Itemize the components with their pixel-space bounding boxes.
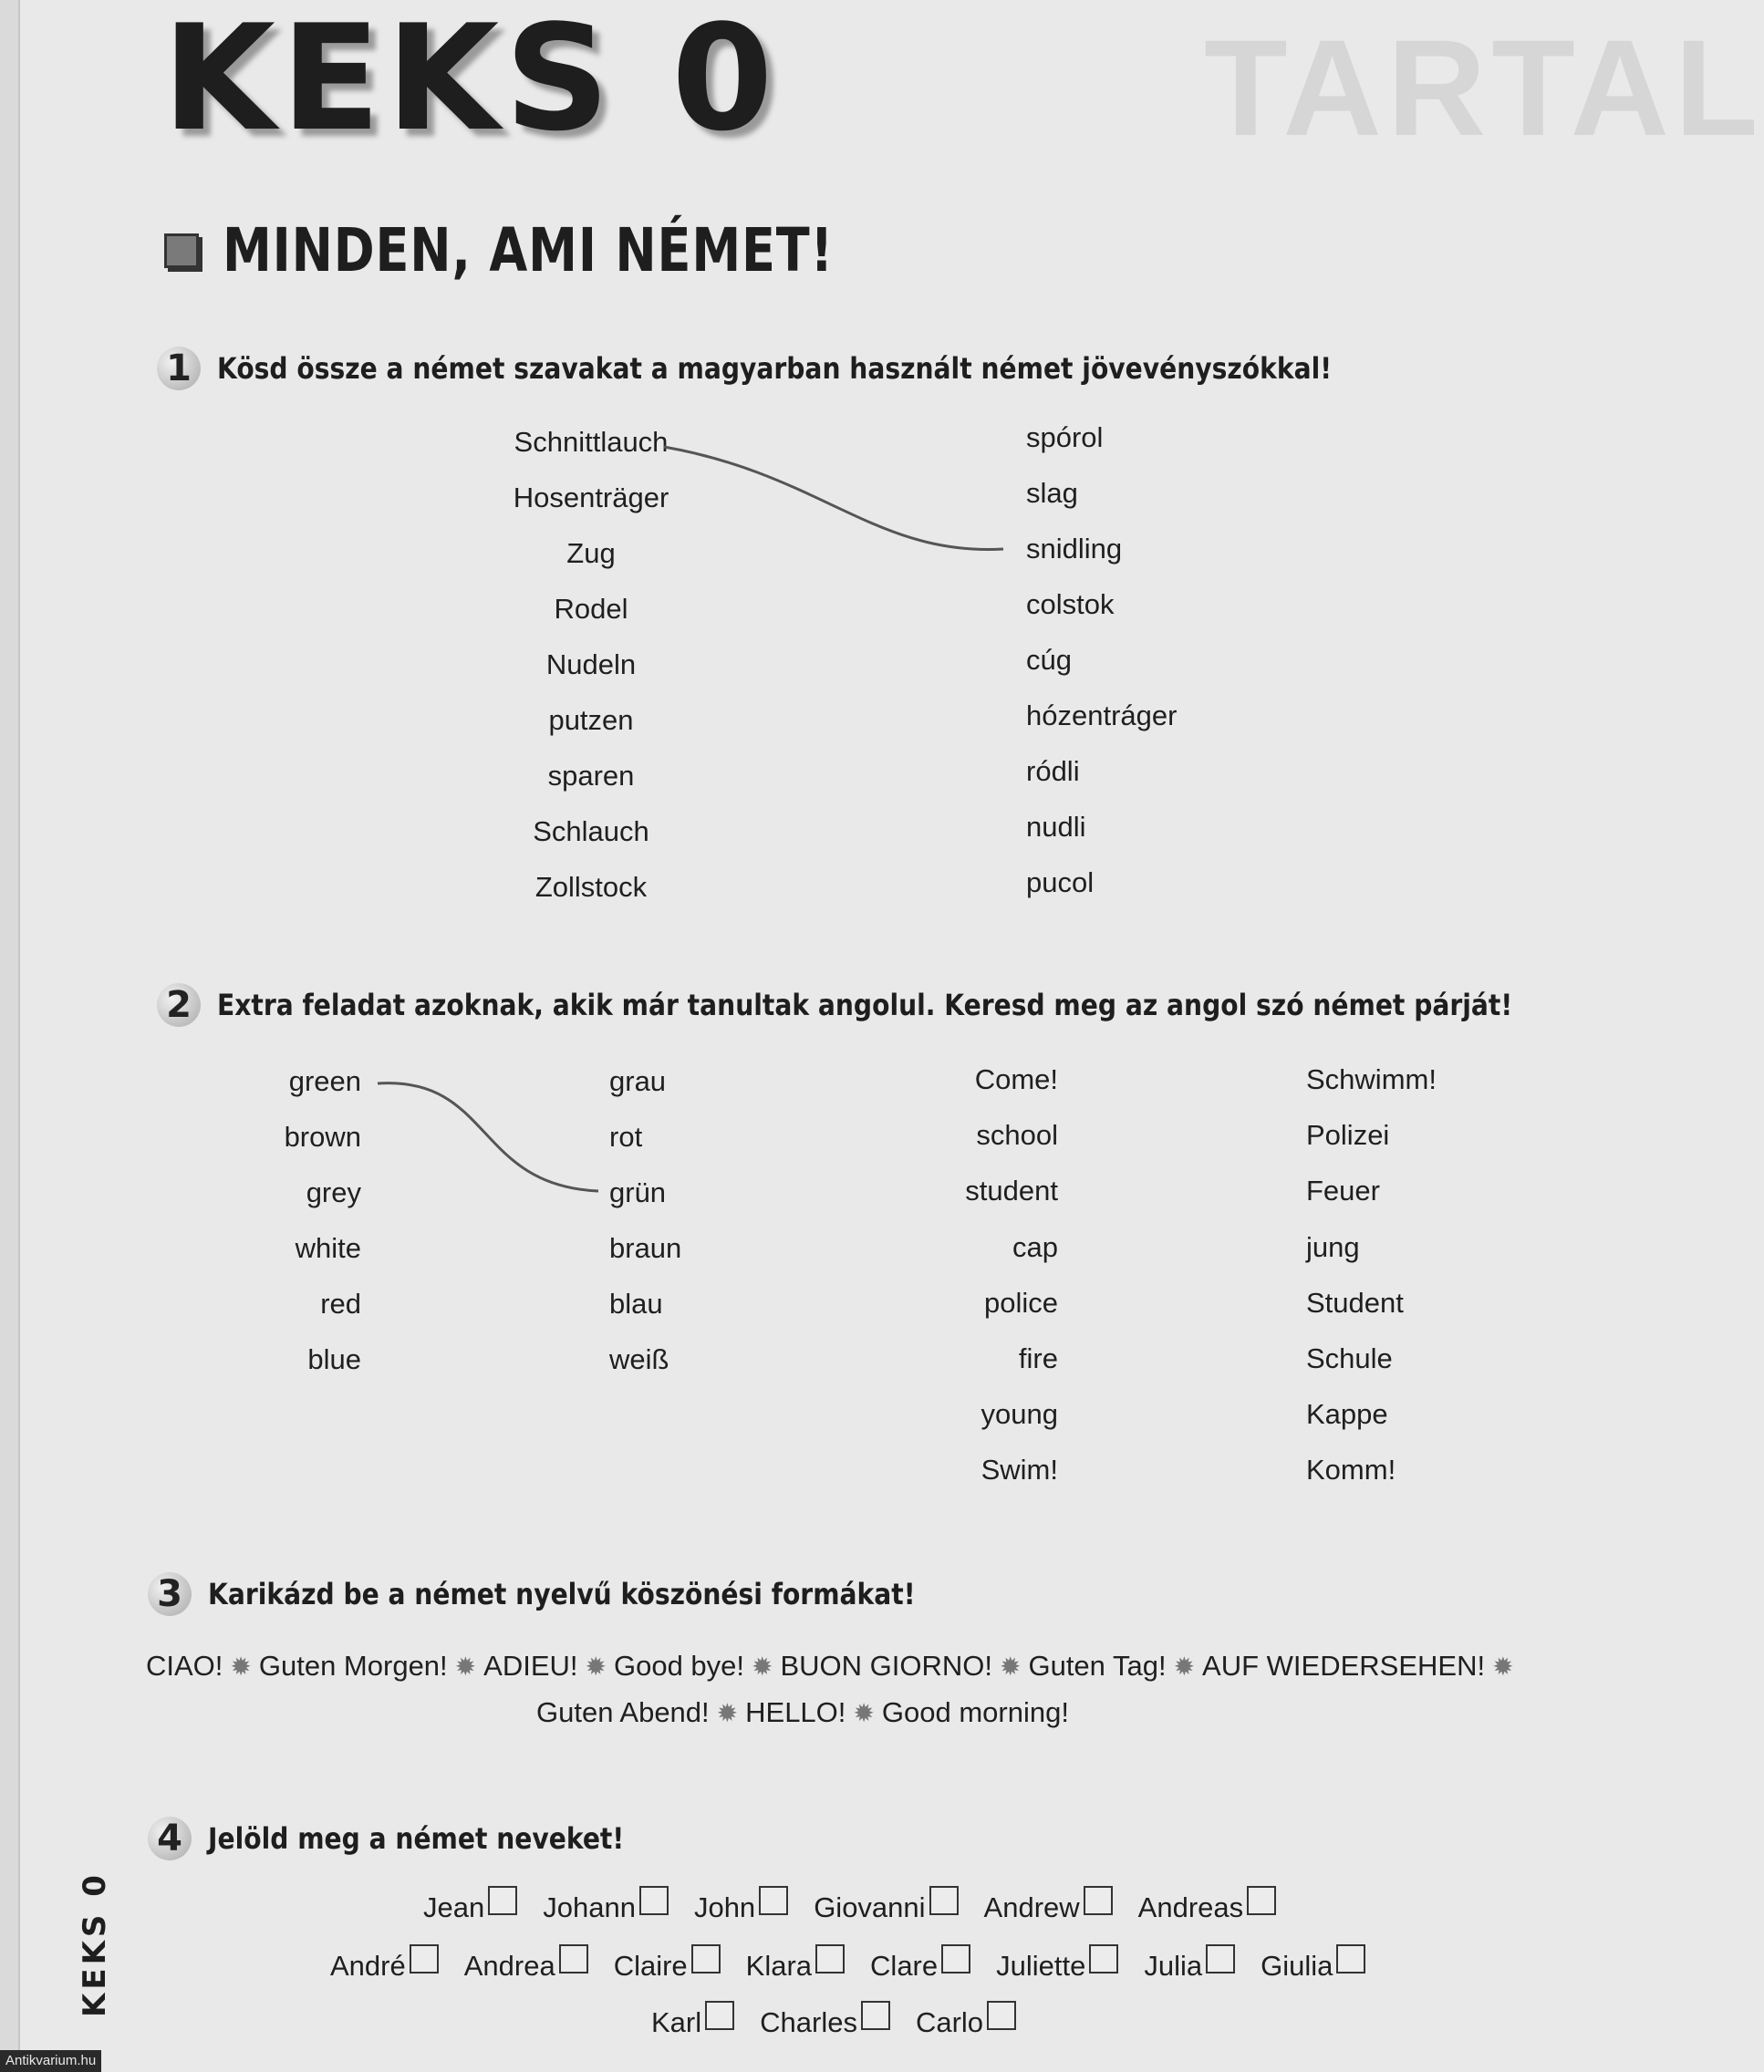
word-item: green: [288, 1065, 361, 1097]
name-checkbox[interactable]: [1084, 1886, 1113, 1915]
name-checkbox[interactable]: [1336, 1944, 1365, 1974]
greeting-item[interactable]: CIAO!: [146, 1650, 223, 1682]
word-item: Swim!: [981, 1454, 1058, 1487]
word-item: ródli: [1026, 755, 1080, 787]
exercise-number-badge: 4: [148, 1817, 192, 1860]
name-option: [1261, 1950, 1365, 1983]
star-separator-icon: ✹: [1492, 1652, 1514, 1681]
greeting-item[interactable]: Guten Tag!: [1028, 1650, 1167, 1682]
names-row-1: [423, 1891, 1302, 1924]
word-item: grey: [306, 1176, 361, 1208]
word-item: Come!: [974, 1063, 1058, 1095]
exercise-number-badge: 2: [157, 983, 201, 1027]
greeting-item[interactable]: ADIEU!: [483, 1650, 578, 1682]
german-word: Rodel: [554, 593, 628, 625]
word-item: red: [320, 1288, 361, 1320]
name-checkbox[interactable]: [691, 1944, 721, 1974]
exercise-number-badge: 3: [148, 1572, 192, 1616]
word-item: Schule: [1306, 1342, 1393, 1374]
name-option: [984, 1891, 1113, 1924]
word-item: braun: [609, 1232, 682, 1264]
name-option: [996, 1950, 1118, 1983]
greetings-line-1: [146, 1643, 1514, 1690]
name-checkbox[interactable]: [759, 1886, 788, 1915]
section-heading: [164, 215, 968, 285]
name-option: [423, 1891, 517, 1924]
name-checkbox[interactable]: [861, 2001, 890, 2030]
name-label: Giulia: [1261, 1950, 1333, 1982]
star-separator-icon: ✹: [454, 1652, 477, 1681]
german-word: Zug: [566, 537, 616, 569]
name-option: [916, 2006, 1016, 2039]
watermark: Antikvarium.hu: [0, 2050, 101, 2072]
name-option: [694, 1891, 788, 1924]
names-row-3: [651, 2006, 1042, 2039]
word-item: young: [981, 1398, 1058, 1431]
greeting-item[interactable]: HELLO!: [745, 1696, 846, 1728]
word-item: slag: [1026, 477, 1078, 509]
section-title-text: MINDEN, AMI NÉMET!: [223, 215, 835, 285]
word-item: Polizei: [1306, 1119, 1390, 1152]
name-label: John: [693, 1891, 756, 1923]
exercise-number-badge: 1: [157, 347, 201, 390]
star-separator-icon: ✹: [230, 1652, 252, 1681]
star-separator-icon: ✹: [853, 1699, 875, 1727]
word-item: Komm!: [1306, 1454, 1396, 1487]
word-item: police: [984, 1286, 1058, 1319]
name-checkbox[interactable]: [929, 1886, 959, 1915]
greetings-line-2: [146, 1690, 1459, 1736]
exercise-3-instruction: Karikázd be a német nyelvű köszönési formákat!: [208, 1577, 916, 1611]
name-label: Andrew: [983, 1891, 1080, 1923]
page-edge: [0, 0, 20, 2072]
name-label: Jean: [423, 1891, 485, 1923]
word-item: Schwimm!: [1306, 1063, 1437, 1095]
name-checkbox[interactable]: [941, 1944, 970, 1974]
name-option: [760, 2006, 890, 2039]
word-item: jung: [1306, 1230, 1360, 1263]
name-label: Charles: [760, 2006, 857, 2038]
name-checkbox[interactable]: [410, 1944, 439, 1974]
star-separator-icon: ✹: [752, 1652, 773, 1681]
greeting-item[interactable]: BUON GIORNO!: [780, 1650, 992, 1682]
word-item: school: [976, 1119, 1058, 1152]
greeting-item[interactable]: Guten Abend!: [536, 1696, 710, 1728]
bleed-through-title: TARTAL: [1204, 11, 1764, 164]
name-label: Klara: [745, 1950, 813, 1982]
name-checkbox[interactable]: [815, 1944, 845, 1974]
exercise-4-header: [148, 1817, 680, 1860]
word-item: rot: [609, 1121, 643, 1153]
name-checkbox[interactable]: [987, 2001, 1016, 2030]
german-word: putzen: [548, 704, 634, 736]
greeting-item[interactable]: Good morning!: [881, 1696, 1069, 1728]
name-option: [1144, 1950, 1235, 1983]
name-option: [651, 2006, 734, 2039]
name-checkbox[interactable]: [559, 1944, 588, 1974]
exercise-2-header: [157, 983, 1689, 1027]
word-item: blau: [609, 1288, 663, 1320]
german-word: Hosenträger: [513, 482, 669, 513]
word-item: grün: [609, 1176, 667, 1208]
page-title: KEKS 0: [162, 0, 779, 163]
greeting-item[interactable]: Good bye!: [613, 1650, 745, 1682]
german-word: sparen: [547, 760, 635, 792]
name-label: Giovanni: [814, 1891, 926, 1923]
german-word: Zollstock: [534, 871, 648, 903]
german-word: Nudeln: [545, 648, 637, 680]
star-separator-icon: ✹: [1173, 1652, 1196, 1681]
name-checkbox[interactable]: [639, 1886, 669, 1915]
name-label: Johann: [543, 1891, 636, 1923]
name-option: [1138, 1891, 1276, 1924]
word-item: cúg: [1026, 644, 1072, 676]
name-checkbox[interactable]: [1089, 1944, 1118, 1974]
name-option: [746, 1950, 845, 1983]
name-label: Karl: [651, 2006, 702, 2038]
name-checkbox[interactable]: [705, 2001, 734, 2030]
name-label: Clare: [870, 1950, 939, 1982]
exercise-3-header: [148, 1572, 1012, 1616]
word-item: fire: [1018, 1342, 1058, 1374]
name-label: Andrea: [463, 1950, 555, 1982]
names-row-2: [330, 1950, 1391, 1983]
word-item: colstok: [1026, 588, 1115, 620]
german-word: Schlauch: [533, 815, 649, 847]
word-item: grau: [609, 1065, 667, 1097]
name-label: Carlo: [915, 2006, 984, 2038]
ex2-example-line: [378, 1083, 598, 1191]
word-item: snidling: [1026, 533, 1123, 565]
exercise-1-header: [157, 347, 1484, 390]
word-item: Student: [1306, 1286, 1404, 1319]
word-item: Feuer: [1306, 1175, 1380, 1207]
greetings-list: [146, 1643, 1514, 1736]
greeting-item[interactable]: Guten Morgen!: [258, 1650, 448, 1682]
exercise-1-instruction: Kösd össze a német szavakat a magyarban használt német jövevényszókkal!: [217, 351, 1333, 386]
word-item: blue: [307, 1343, 361, 1375]
name-option: [330, 1950, 439, 1983]
star-separator-icon: ✹: [585, 1652, 607, 1681]
name-label: Juliette: [996, 1950, 1086, 1982]
name-label: Claire: [613, 1950, 688, 1982]
name-option: [464, 1950, 588, 1983]
greeting-item[interactable]: AUF WIEDERSEHEN!: [1202, 1650, 1486, 1682]
name-checkbox[interactable]: [488, 1886, 517, 1915]
name-option: [543, 1891, 669, 1924]
word-item: student: [965, 1175, 1058, 1207]
word-item: pucol: [1026, 866, 1095, 898]
word-item: hózentráger: [1026, 699, 1178, 731]
square-bullet-icon: [164, 233, 199, 268]
word-item: weiß: [609, 1343, 669, 1375]
word-item: spórol: [1026, 421, 1104, 453]
word-item: white: [295, 1232, 361, 1264]
name-option: [614, 1950, 721, 1983]
exercise-4-instruction: Jelöld meg a német neveket!: [208, 1821, 625, 1856]
name-checkbox[interactable]: [1247, 1886, 1276, 1915]
word-item: brown: [284, 1121, 361, 1153]
name-label: Andreas: [1137, 1891, 1244, 1923]
word-item: nudli: [1026, 811, 1086, 843]
german-word: Schnittlauch: [514, 426, 669, 458]
star-separator-icon: ✹: [1000, 1652, 1022, 1681]
side-label: KEKS 0: [77, 1871, 113, 2017]
name-label: Julia: [1144, 1950, 1203, 1982]
exercise-2-instruction: Extra feladat azoknak, akik már tanultak angolul. Keresd meg az angol szó német párját!: [217, 988, 1513, 1022]
star-separator-icon: ✹: [716, 1699, 739, 1727]
word-item: Kappe: [1306, 1398, 1388, 1431]
name-checkbox[interactable]: [1206, 1944, 1235, 1974]
name-label: André: [330, 1950, 406, 1982]
name-option: [870, 1950, 970, 1983]
word-item: cap: [1012, 1230, 1058, 1263]
name-option: [814, 1891, 958, 1924]
